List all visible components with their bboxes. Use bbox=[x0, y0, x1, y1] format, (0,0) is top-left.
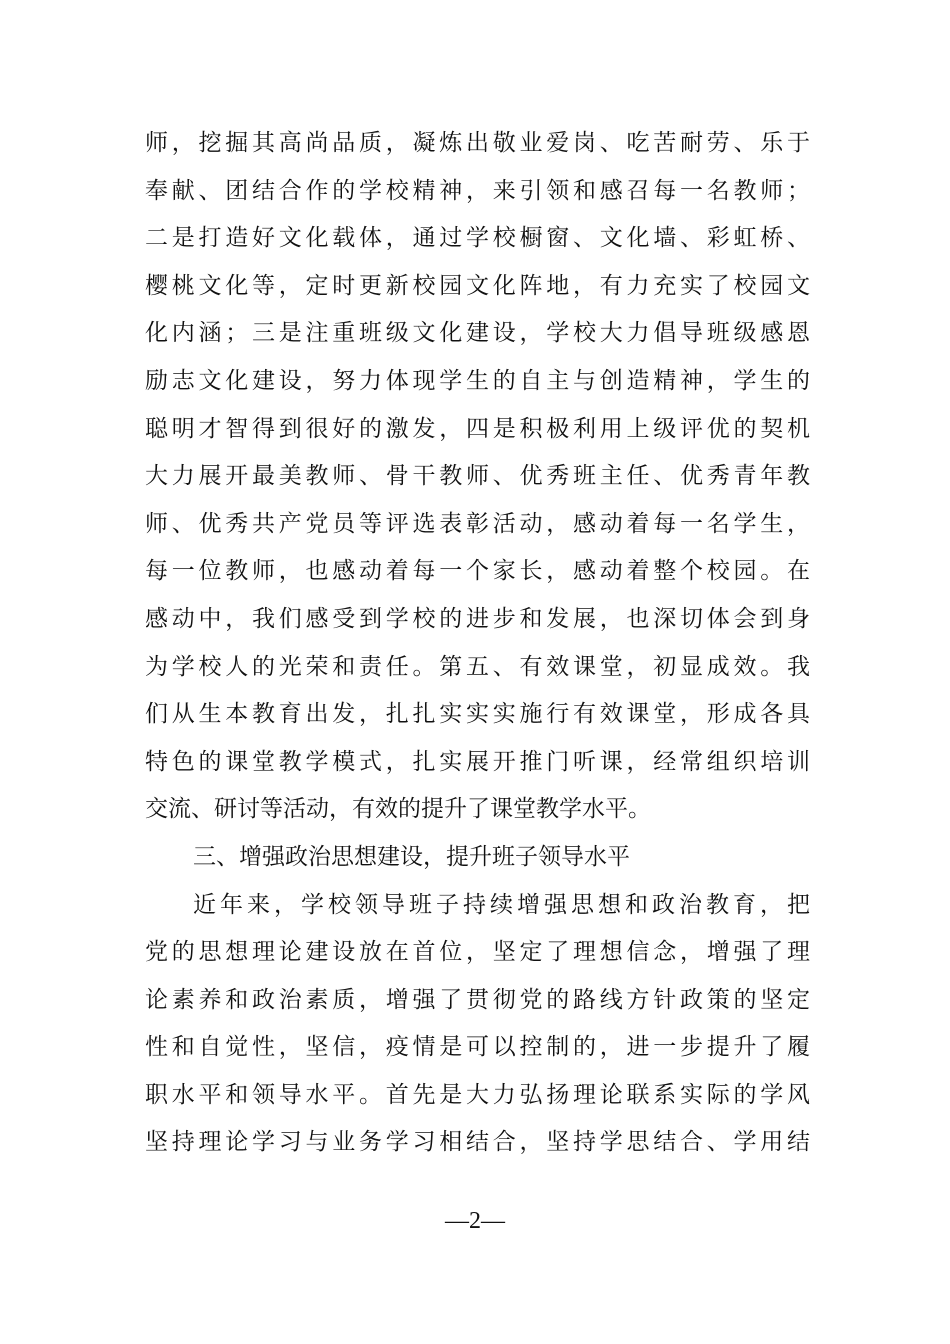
text-line: 励志文化建设，努力体现学生的自主与创造精神，学生的 bbox=[145, 367, 810, 394]
text-line: 樱桃文化等，定时更新校园文化阵地，有力充实了校园文 bbox=[145, 272, 810, 299]
text-line: 们从生本教育出发，扎扎实实实施行有效课堂，形成各具 bbox=[145, 701, 810, 728]
body-text bbox=[145, 120, 810, 1167]
text-line: 奉献、团结合作的学校精神，来引领和感召每一名教师； bbox=[145, 177, 810, 204]
text-line: 交流、研讨等活动，有效的提升了课堂教学水平。 bbox=[145, 796, 651, 823]
text-line: 性和自觉性，坚信，疫情是可以控制的，进一步提升了履 bbox=[145, 1034, 810, 1061]
text-line: 特色的课堂教学模式，扎实展开推门听课，经常组织培训 bbox=[145, 748, 810, 775]
text-line: 职水平和领导水平。首先是大力弘扬理论联系实际的学风 bbox=[145, 1081, 810, 1108]
text-line: 近年来，学校领导班子持续增强思想和政治教育，把 bbox=[193, 891, 810, 918]
page-number: —2— bbox=[445, 1208, 505, 1234]
text-line: 大力展开最美教师、骨干教师、优秀班主任、优秀青年教 bbox=[145, 463, 810, 490]
text-line: 党的思想理论建设放在首位，坚定了理想信念，增强了理 bbox=[145, 939, 810, 966]
section-heading: 三、增强政治思想建设，提升班子领导水平 bbox=[193, 843, 630, 870]
text-line: 每一位教师，也感动着每一个家长，感动着整个校园。在 bbox=[145, 558, 810, 585]
text-line: 感动中，我们感受到学校的进步和发展，也深切体会到身 bbox=[145, 605, 810, 632]
text-line: 论素养和政治素质，增强了贯彻党的路线方针政策的坚定 bbox=[145, 986, 810, 1013]
text-line: 师、优秀共产党员等评选表彰活动，感动着每一名学生， bbox=[145, 510, 810, 537]
text-line: 化内涵；三是注重班级文化建设，学校大力倡导班级感恩 bbox=[145, 320, 810, 347]
text-line: 聪明才智得到很好的激发，四是积极利用上级评优的契机 bbox=[145, 415, 810, 442]
text-line: 坚持理论学习与业务学习相结合，坚持学思结合、学用结 bbox=[145, 1129, 810, 1156]
text-line: 二是打造好文化载体，通过学校橱窗、文化墙、彩虹桥、 bbox=[145, 225, 810, 252]
text-line: 为学校人的光荣和责任。第五、有效课堂，初显成效。我 bbox=[145, 653, 810, 680]
text-line: 师，挖掘其高尚品质，凝炼出敬业爱岗、吃苦耐劳、乐于 bbox=[145, 130, 810, 156]
